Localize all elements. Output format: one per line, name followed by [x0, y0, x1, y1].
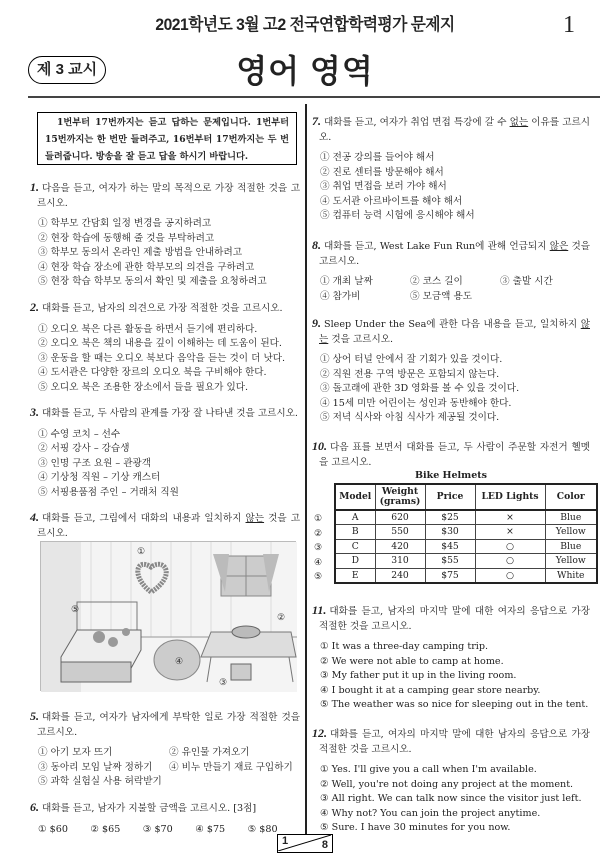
table-cell: ○: [475, 554, 545, 569]
answer-options: [312, 275, 590, 304]
question-number: 1.: [30, 180, 39, 194]
answer-option[interactable]: ④ 참가비: [320, 290, 361, 302]
answer-option[interactable]: ④ I bought it at a camping gear store nearby.: [320, 684, 541, 696]
question-8: [312, 238, 590, 304]
answer-option[interactable]: ③ 학부모 동의서 온라인 제출 방법을 안내하려고: [38, 247, 242, 258]
answer-option[interactable]: ① 상어 터널 안에서 잘 기회가 있을 것이다.: [320, 354, 503, 365]
stem-emphasis: 없는: [509, 117, 529, 128]
table-cell: White: [545, 568, 597, 583]
answer-option[interactable]: ⑤ 오디오 북은 조용한 장소에서 들을 필요가 있다.: [38, 381, 249, 393]
question-stem: [312, 316, 590, 347]
question-stem: [30, 709, 300, 740]
gift-box: [231, 664, 251, 680]
subject-title: 영어 영역: [236, 53, 374, 89]
answer-option[interactable]: ④ 기상청 직원 – 기상 캐스터: [38, 472, 161, 483]
question-4: [30, 510, 300, 541]
answer-option[interactable]: ② 코스 길이: [410, 276, 463, 287]
answer-options: [30, 823, 300, 838]
label-5: ⑤: [71, 605, 80, 615]
answer-option[interactable]: ① $60: [38, 823, 68, 835]
bike-helmet-table: [334, 483, 598, 584]
answer-option[interactable]: ③ 돌고래에 관한 3D 영화를 볼 수 있을 것이다.: [320, 383, 520, 394]
answer-option[interactable]: ⑤ $80: [247, 823, 278, 835]
table-cell: B: [335, 525, 375, 540]
answer-option[interactable]: ④ Why not? You can join the project anytime.: [320, 807, 541, 819]
answer-option[interactable]: ② 유인물 가져오기: [169, 747, 250, 758]
table-header: Color: [545, 484, 597, 510]
answer-option[interactable]: ⑤ 모금액 용도: [410, 290, 473, 302]
question-stem: [30, 180, 300, 211]
question-number: 4.: [30, 510, 39, 524]
table-cell: ○: [475, 568, 545, 583]
question-12: [312, 726, 590, 836]
stem-text: 대화를 듣고, 두 사람의 관계를 가장 잘 나타낸 것을 고르시오.: [42, 408, 298, 419]
answer-option[interactable]: ② $65: [90, 823, 121, 835]
question-number: 3.: [30, 405, 39, 419]
answer-options: [30, 323, 300, 396]
current-page: 1: [282, 835, 289, 847]
table-cell: Blue: [545, 539, 597, 554]
answer-option[interactable]: ③ 취업 면접을 보러 가야 해서: [320, 181, 447, 192]
answer-option[interactable]: ④ 15세 미만 어린이는 성인과 동반해야 한다.: [320, 397, 512, 409]
table-row: [335, 539, 597, 554]
question-stem: [30, 405, 300, 422]
listening-notice: 1번부터 17번까지는 듣고 답하는 문제입니다. 1번부터 15번까지는 한 번만 들려주고, 16번부터 17번까지는 두 번 들려줍니다. 방송을 잘 듣고 답을 하시기 바랍니다.: [37, 112, 297, 165]
label-3: ③: [219, 678, 228, 688]
question-6: [30, 800, 300, 837]
table-cell: ×: [475, 510, 545, 525]
label-2: ②: [277, 613, 286, 623]
question-number: 2.: [30, 300, 39, 314]
stem-text: 대화를 듣고, 그림에서 대화의 내용과 일치하지: [42, 513, 246, 524]
question-number: 7.: [312, 114, 321, 128]
label-1: ①: [137, 547, 146, 557]
table-cell: Yellow: [545, 525, 597, 540]
balloon-dog: [93, 631, 105, 643]
answer-option[interactable]: ③ 동아리 모임 날짜 정하기: [38, 761, 153, 773]
question-number: 12.: [312, 726, 327, 740]
table-cell: 240: [375, 568, 425, 583]
question-5: [30, 709, 300, 790]
table-cell: 310: [375, 554, 425, 569]
answer-option[interactable]: ⑤ 과학 실험실 사용 허락받기: [38, 776, 162, 787]
table-cell: E: [335, 568, 375, 583]
stem-emphasis: 않은: [549, 241, 569, 252]
stem-text: 대화를 듣고, 여자가 취업 면접 특강에 갈 수: [324, 117, 510, 128]
table-header: Model: [335, 484, 375, 510]
answer-option[interactable]: ④ 현장 학습 장소에 관한 학부모의 의견을 구하려고: [38, 261, 255, 273]
answer-option[interactable]: ② 서핑 강사 – 강습생: [38, 443, 130, 454]
table-header: Price: [425, 484, 475, 510]
column-divider: [305, 104, 307, 834]
question-number: 6.: [30, 800, 39, 814]
stem-text: 다음을 듣고, 여자가 하는 말의 목적으로 가장 적절한 것을 고르시오.: [37, 183, 300, 209]
stem-emphasis: 않는: [319, 319, 590, 345]
answer-options: [312, 640, 590, 713]
question-number: 10.: [312, 439, 327, 453]
answer-option[interactable]: ③ 출발 시간: [500, 276, 553, 287]
table-cell: 620: [375, 510, 425, 525]
answer-option[interactable]: ③ $70: [142, 823, 173, 835]
answer-option[interactable]: ② 진로 센터를 방문해야 해서: [320, 166, 444, 178]
question-2: [30, 300, 300, 395]
stem-text: Sleep Under the Sea에 관한 다음 내용을 듣고, 일치하지: [324, 319, 581, 330]
answer-option[interactable]: ② 직원 전용 구역 방문은 포함되지 않는다.: [320, 368, 500, 380]
table-title: Bike Helmets: [414, 470, 488, 481]
answer-option[interactable]: ⑤ 컴퓨터 능력 시험에 응시해야 해서: [320, 210, 475, 221]
answer-option[interactable]: ⑤ Sure. I have 30 minutes for you now.: [320, 822, 511, 833]
stem-text: 것을 고르시오.: [319, 241, 590, 267]
answer-option[interactable]: ① It was a three-day camping trip.: [320, 641, 489, 652]
table-cell: $25: [425, 510, 475, 525]
question-3: [30, 405, 300, 500]
question-7: [312, 114, 590, 224]
stem-text: 대화를 듣고, 여자가 남자에게 부탁한 일로 가장 적절한 것을 고르시오.: [37, 712, 300, 738]
row-marker: ④: [314, 556, 323, 568]
answer-option[interactable]: ① 수영 코치 – 선수: [38, 428, 121, 440]
bedroom-illustration: [40, 541, 296, 691]
question-1: [30, 180, 300, 290]
answer-options: [312, 151, 590, 224]
question-stem: [312, 603, 590, 634]
stem-text: 이유를 고르시오.: [319, 117, 590, 143]
stem-text: 대화를 듣고, 남자의 의견으로 가장 적절한 것을 고르시오.: [42, 303, 283, 314]
bike-helmet-table-wrap: [314, 483, 598, 584]
stem-text: 대화를 듣고, 남자가 지불할 금액을 고르시오. [3점]: [42, 803, 257, 814]
answer-option[interactable]: ② 현장 학습에 동행해 줄 것을 부탁하려고: [38, 232, 215, 244]
table-cell: $55: [425, 554, 475, 569]
answer-option[interactable]: ③ All right. We can talk now since the visitor just left.: [320, 793, 582, 804]
page-indicator: [277, 834, 333, 853]
answer-option[interactable]: ⑤ 서핑용품점 주인 – 거래처 직원: [38, 486, 179, 498]
row-marker: ⑤: [314, 571, 323, 582]
question-number: 11.: [312, 603, 327, 617]
table-cell: A: [335, 510, 375, 525]
table-row: [335, 525, 597, 540]
table-row: [335, 510, 597, 525]
header-rule: [28, 96, 600, 98]
question-number: 5.: [30, 709, 39, 723]
answer-option[interactable]: ④ 도서관은 다양한 장르의 오디오 북을 구비해야 한다.: [38, 367, 267, 378]
table-cell: 550: [375, 525, 425, 540]
total-pages: 8: [321, 839, 328, 851]
answer-option[interactable]: ② 오디오 북은 책의 내용을 깊이 이해하는 데 도움이 된다.: [38, 338, 282, 349]
table-cell: $75: [425, 568, 475, 583]
answer-options: [30, 746, 300, 790]
answer-option[interactable]: ① 학부모 간담회 일정 변경을 공지하려고: [38, 218, 212, 229]
table-header: Weight (grams): [375, 484, 425, 510]
answer-options: [30, 428, 300, 501]
question-stem: [312, 439, 590, 470]
table-cell: $30: [425, 525, 475, 540]
question-number: 9.: [312, 316, 321, 330]
table-cell: $45: [425, 539, 475, 554]
answer-option[interactable]: ② Well, you're not doing any project at the moment.: [320, 778, 574, 790]
answer-option[interactable]: ⑤ 저녁 식사와 아침 식사가 제공될 것이다.: [320, 412, 500, 423]
question-10: [312, 439, 590, 470]
exam-title: 2021학년도 3월 고2 전국연합학력평가 문제지: [155, 15, 455, 34]
stem-text: 대화를 듣고, 남자의 마지막 말에 대한 여자의 응답으로 가장 적절한 것을 고르시오.: [319, 606, 590, 632]
stem-text: 것을 고르시오.: [328, 333, 394, 345]
question-11: [312, 603, 590, 713]
answer-option[interactable]: ③ 운동을 할 때는 오디오 북보다 음악을 듣는 것이 더 낫다.: [38, 352, 286, 364]
question-stem: [30, 300, 300, 317]
question-stem: [30, 800, 300, 817]
answer-option[interactable]: ① 아기 모자 뜨기: [38, 747, 113, 758]
answer-option[interactable]: ① Yes. I'll give you a call when I'm available.: [320, 764, 537, 775]
table-cell: D: [335, 554, 375, 569]
stem-text: 다음 표를 보면서 대화를 듣고, 두 사람이 주문할 자전거 헬멧을 고르시오.: [319, 442, 590, 468]
table-cell: Yellow: [545, 554, 597, 569]
answer-option[interactable]: ④ 도서관 아르바이트를 해야 해서: [320, 195, 463, 207]
answer-option[interactable]: ① 오디오 북은 다른 활동을 하면서 듣기에 편리하다.: [38, 323, 258, 335]
answer-option[interactable]: ④ 비누 만들기 재료 구입하기: [169, 761, 293, 773]
table-row: [335, 568, 597, 583]
cake: [232, 626, 260, 638]
answer-option[interactable]: ⑤ 현장 학습 학부모 동의서 확인 및 제출을 요청하려고: [38, 276, 267, 287]
answer-option[interactable]: ⑤ The weather was so nice for sleeping out in the tent.: [320, 699, 589, 710]
table-cell: 420: [375, 539, 425, 554]
question-stem: [30, 510, 300, 541]
answer-option[interactable]: ③ 인명 구조 요원 – 관광객: [38, 457, 152, 469]
label-4: ④: [175, 657, 184, 667]
question-number: 8.: [312, 238, 321, 252]
row-marker: ①: [314, 513, 323, 524]
question-stem: [312, 238, 590, 269]
table-cell: ○: [475, 539, 545, 554]
period-badge: 제 3 교시: [28, 56, 106, 84]
row-markers: [314, 512, 322, 585]
table-header: LED Lights: [475, 484, 545, 510]
table-cell: Blue: [545, 510, 597, 525]
table-cell: ×: [475, 525, 545, 540]
answer-options: [30, 217, 300, 290]
page-number: 1: [563, 12, 575, 38]
answer-option[interactable]: ③ My father put it up in the living room.: [320, 670, 517, 681]
stem-emphasis: 않는: [245, 513, 265, 524]
answer-option[interactable]: ② We were not able to camp at home.: [320, 655, 504, 667]
stem-text: 것을 고르시오.: [37, 513, 300, 539]
question-stem: [312, 114, 590, 145]
answer-option[interactable]: ① 전공 강의를 들어야 해서: [320, 152, 435, 163]
answer-options: [312, 763, 590, 836]
table-row: [335, 554, 597, 569]
answer-options: [312, 353, 590, 426]
stem-text: 대화를 듣고, West Lake Fun Run에 관해 언급되지: [324, 241, 550, 252]
answer-option[interactable]: ① 개최 날짜: [320, 276, 373, 287]
answer-option[interactable]: ④ $75: [195, 823, 226, 835]
question-stem: [312, 726, 590, 757]
question-9: [312, 316, 590, 426]
table-cell: C: [335, 539, 375, 554]
stem-text: 대화를 듣고, 여자의 마지막 말에 대한 남자의 응답으로 가장 적절한 것을 고르시오.: [319, 729, 590, 755]
row-marker: ②: [314, 527, 323, 539]
row-marker: ③: [314, 542, 323, 553]
